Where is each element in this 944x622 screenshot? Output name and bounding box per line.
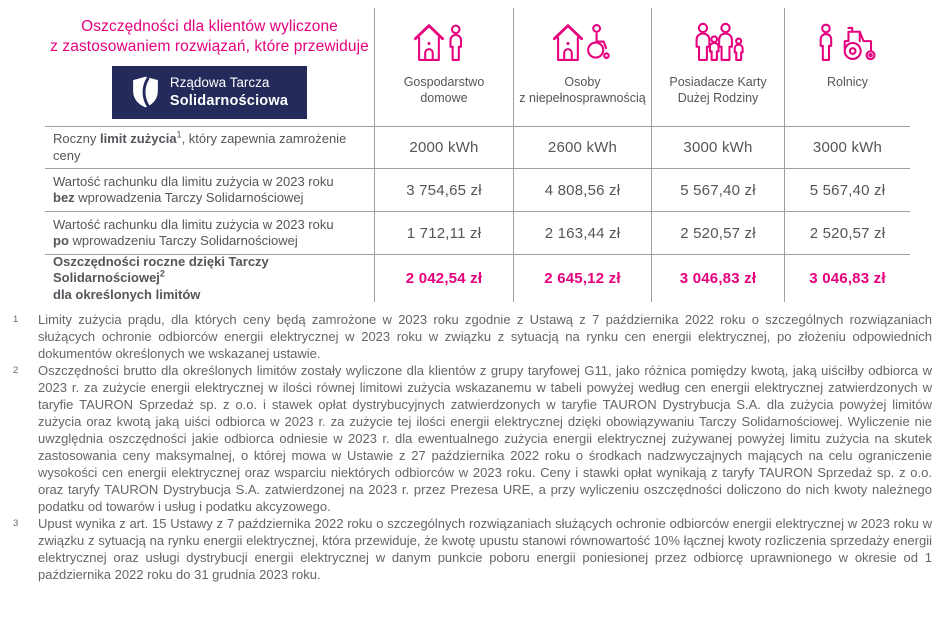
badge-line-1: Rządowa Tarcza bbox=[169, 75, 270, 90]
house-person-icon bbox=[413, 19, 475, 67]
table-title bbox=[50, 17, 369, 57]
value-cell: 3000 kWh bbox=[784, 126, 910, 168]
value-cell: 3000 kWh bbox=[651, 126, 784, 168]
value-cell: 2 163,44 zł bbox=[513, 211, 651, 254]
column-header-farmers bbox=[784, 8, 910, 126]
badge-text bbox=[170, 75, 288, 110]
footnote-marker: 1 bbox=[13, 314, 19, 325]
savings-table bbox=[45, 8, 910, 302]
family-icon bbox=[687, 19, 749, 67]
solidarity-shield-badge bbox=[112, 66, 307, 119]
column-label: Gospodarstwo domowe bbox=[403, 75, 485, 105]
column-header-large-family bbox=[651, 8, 784, 126]
row-label-limit: Roczny limit zużycia$^1$, który zapewnia zamrożenie ceny bbox=[45, 126, 374, 168]
value-cell: 2600 kWh bbox=[513, 126, 651, 168]
footnote-ref-1: 1 bbox=[176, 129, 182, 140]
row-label-savings: Oszczędności roczne dzięki Tarczy Solidarnościowej$^2$ dla określonych limitów bbox=[45, 254, 374, 302]
footnotes-section bbox=[10, 311, 932, 583]
footnote-text: Oszczędności brutto dla określonych limitów zostały wyliczone dla klientów z grupy taryfowej G11, jako różnica pomiędzy kwotą, jaką uiściłby odbiorca w 2023 r. za zużycie energii elektrycznej w ilości równej limitowi zużycia wskazanemu w tabeli powyżej według cen energii elektrycznej zatwierdzonych w taryfie TAURON Sprzedaż sp. z o.o. i stawek opłat dystrybucyjnych zatwierdzonych w taryfie TAURON Dystrybucja S.A. dla zużycia powyżej limitów zużycia oraz kwotą jaką uiści odbiorca w 2023 r. za zużycie tej ilości energii elektrycznej dzięki obowiązywaniu Tarczy Solidarnościowej. Wyliczenie nie uwzględnia oszczędności jakie odbiorca odniesie w 2023 r. dla ewentualnego zużycia energii elektrycznej zużywanej powyżej limitu zużycia na skutek zastosowania ceny maksymalnej, o której mowa w Ustawie z 27 października 2022 roku o środkach nadzwyczajnych mających na celu ograniczenie wysokości cen energii elektrycznej oraz wsparciu niektórych odbiorców w 2023 roku. Ceny i stawki opłat wynikają z taryfy TAURON Sprzedaż sp. z o.o. oraz taryfy TAURON Dystrybucja S.A. zatwierdzonej na 2023 r. przez Prezesa URE, a przy wyliczeniu oszczędności doliczono do nich kwoty należnego podatku od towarów i usług i podatku akcyzowego. bbox=[38, 363, 932, 514]
column-label: Osoby z niepełnosprawnością bbox=[519, 75, 646, 105]
value-cell: 5 567,40 zł bbox=[651, 168, 784, 211]
footnote-2 bbox=[10, 362, 932, 515]
value-cell: 5 567,40 zł bbox=[784, 168, 910, 211]
footnote-marker: 3 bbox=[13, 518, 19, 529]
column-header-disabled bbox=[513, 8, 651, 126]
savings-value-cell: 2 042,54 zł bbox=[374, 254, 513, 302]
shield-icon bbox=[131, 75, 160, 110]
value-cell: 2 520,57 zł bbox=[651, 211, 784, 254]
column-label: Rolnicy bbox=[827, 75, 868, 89]
title-line-1: Oszczędności dla klientów wyliczone bbox=[81, 18, 338, 35]
value-cell: 3 754,65 zł bbox=[374, 168, 513, 211]
value-cell: 1 712,11 zł bbox=[374, 211, 513, 254]
table-title-cell bbox=[45, 8, 374, 126]
row-label-bill-without: Wartość rachunku dla limitu zużycia w 2023 roku bez wprowadzenia Tarczy Solidarnościowej bbox=[45, 168, 374, 211]
row-label-bill-with: Wartość rachunku dla limitu zużycia w 2023 roku po wprowadzeniu Tarczy Solidarnościowej bbox=[45, 211, 374, 254]
savings-value-cell: 3 046,83 zł bbox=[784, 254, 910, 302]
footnote-3 bbox=[10, 515, 932, 583]
value-cell: 4 808,56 zł bbox=[513, 168, 651, 211]
badge-line-2: Solidarnościowa bbox=[169, 92, 289, 109]
footnote-marker: 2 bbox=[13, 365, 19, 376]
value-cell: 2000 kWh bbox=[374, 126, 513, 168]
savings-value-cell: 3 046,83 zł bbox=[651, 254, 784, 302]
savings-value-cell: 2 645,12 zł bbox=[513, 254, 651, 302]
title-line-2: z zastosowaniem rozwiązań, które przewiduje bbox=[50, 38, 369, 55]
value-cell: 2 520,57 zł bbox=[784, 211, 910, 254]
footnote-text: Upust wynika z art. 15 Ustawy z 7 października 2022 roku o szczególnych rozwiązaniach służących ochronie odbiorców energii elektrycznej w 2023 roku w związku z sytuacją na rynku energii elektrycznej, która przewiduje, że kwotę upustu stanowi równowartość 10% łącznej kwoty rozliczenia sprzedaży energii elektrycznej oraz usługi dystrybucji energii elektrycznej w danym punkcie poboru energii poniesionej przez odbiorcę uprawnionego w okresie od 1 października 2022 roku do 31 grudnia 2023 roku. bbox=[38, 516, 932, 582]
column-label: Posiadacze Karty Dużej Rodziny bbox=[669, 75, 767, 105]
column-header-household bbox=[374, 8, 513, 126]
footnote-text: Limity zużycia prądu, dla których ceny będą zamrożone w 2023 roku zgodnie z Ustawą z 7 października 2022 roku o szczególnych rozwiązaniach służących ochronie odbiorców energii elektrycznej w 2023 roku w związku z sytuacją na rynku cen energii elektrycznej, po złożeniu odpowiednich dokumentów określonych we wskazanej ustawie. bbox=[38, 312, 932, 361]
footnote-ref-2: 2 bbox=[159, 268, 165, 279]
house-wheelchair-icon bbox=[552, 19, 614, 67]
farmer-tractor-icon bbox=[817, 19, 879, 67]
footnote-1 bbox=[10, 311, 932, 362]
